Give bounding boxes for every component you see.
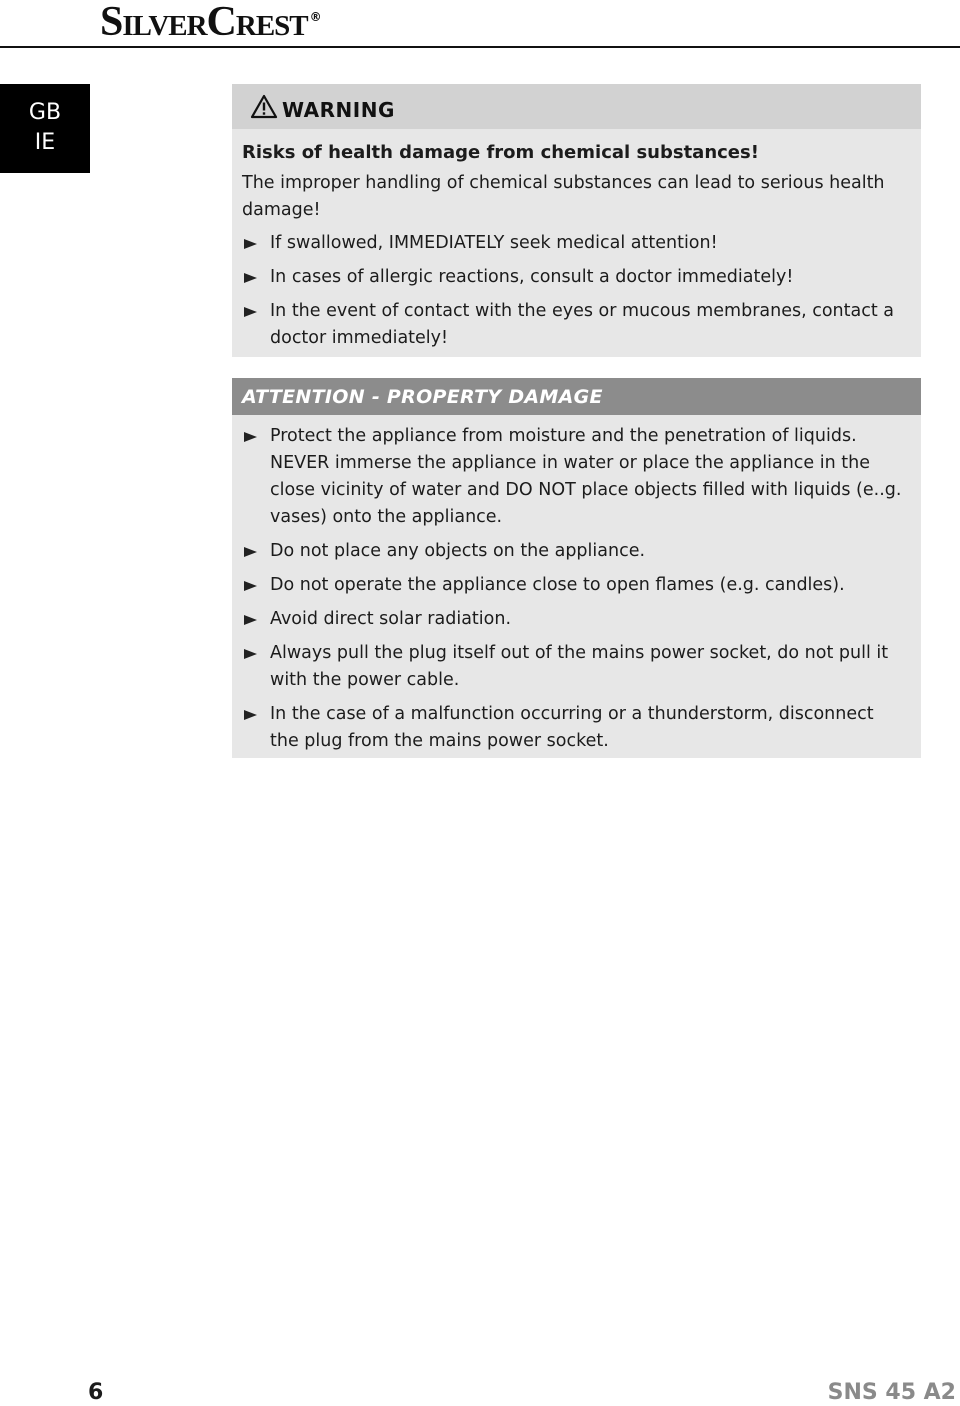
- bullet-arrow-icon: [244, 307, 257, 317]
- attention-label: ATTENTION - PROPERTY DAMAGE: [242, 386, 603, 408]
- model-number: SNS 45 A2: [827, 1380, 956, 1405]
- warning-paragraph: The improper handling of chemical substances can lead to serious health damage!: [242, 173, 885, 220]
- attention-box: [232, 378, 921, 758]
- warning-header: [232, 84, 921, 129]
- page-header: [0, 0, 960, 50]
- bullet-arrow-icon: [244, 432, 257, 442]
- warning-list: [242, 230, 907, 352]
- warning-subtitle: Risks of health damage from chemical substances!: [242, 142, 759, 163]
- warning-body: [232, 129, 921, 352]
- list-item: In the event of contact with the eyes or mucous membranes, contact a doctor immediately!: [242, 298, 907, 352]
- header-rule: [0, 46, 960, 48]
- bullet-arrow-icon: [244, 710, 257, 720]
- list-item: In cases of allergic reactions, consult a doctor immediately!: [242, 264, 907, 291]
- list-item: Do not place any objects on the appliance.: [242, 538, 907, 565]
- brand-logo: SilverCrest ®: [100, 0, 321, 45]
- list-item: Protect the appliance from moisture and the penetration of liquids. NEVER immerse the appliance in water or place the appliance in the close vicinity of water and DO NOT place objects filled with liquids (e..g. vases) onto the appliance.: [242, 423, 907, 531]
- bullet-arrow-icon: [244, 649, 257, 659]
- warning-triangle-icon: [250, 94, 278, 119]
- bullet-arrow-icon: [244, 615, 257, 625]
- bullet-arrow-icon: [244, 273, 257, 283]
- list-item: Always pull the plug itself out of the mains power socket, do not pull it with the power cable.: [242, 640, 907, 694]
- page-number: 6: [88, 1380, 104, 1405]
- language-code-ie: IE: [34, 130, 56, 155]
- attention-body: [232, 415, 921, 755]
- warning-box: [232, 84, 921, 357]
- list-item: If swallowed, IMMEDIATELY seek medical attention!: [242, 230, 907, 257]
- warning-label: WARNING: [282, 98, 395, 122]
- attention-header: [232, 378, 921, 415]
- language-code-gb: GB: [28, 100, 62, 125]
- bullet-arrow-icon: [244, 581, 257, 591]
- list-item: Do not operate the appliance close to open flames (e.g. candles).: [242, 572, 907, 599]
- language-tab: [0, 84, 90, 173]
- attention-list: [242, 423, 907, 755]
- bullet-arrow-icon: [244, 239, 257, 249]
- list-item: Avoid direct solar radiation.: [242, 606, 907, 633]
- list-item: In the case of a malfunction occurring or a thunderstorm, disconnect the plug from the mains power socket.: [242, 701, 907, 755]
- bullet-arrow-icon: [244, 547, 257, 557]
